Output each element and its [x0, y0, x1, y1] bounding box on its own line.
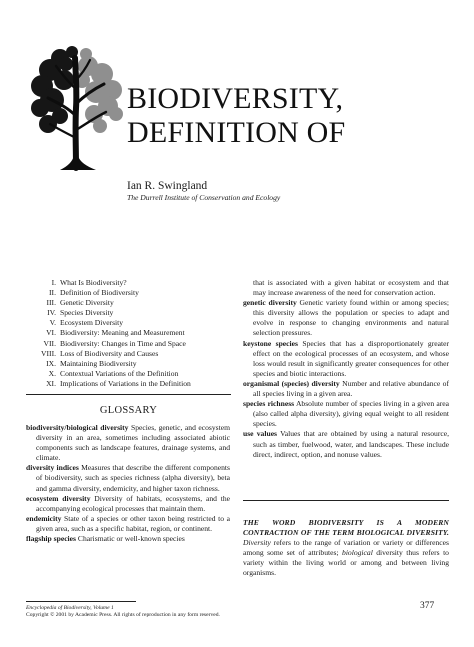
glossary-definition: Species, genetic, and ecosystem diversity in an area, sometimes including associated abiotic components such as landscape features, drainage systems, and climate. [36, 423, 230, 463]
toc-item-text: Implications of Variations in the Definition [60, 378, 191, 388]
intro-term-diversity: Diversity [243, 538, 271, 548]
glossary-right-column [243, 278, 449, 460]
glossary-definition: State of a species or other taxon being restricted to a given area, such as a specific habitat, region, or continent. [36, 513, 230, 533]
toc-item [26, 349, 231, 359]
glossary-definition: Diversity of habitats, ecosystems, and the accompanying ecological processes that maintain them. [36, 493, 230, 513]
glossary-term: keystone species [243, 338, 298, 348]
toc-item-text: Loss of Biodiversity and Causes [60, 348, 159, 358]
glossary-term: flagship species [26, 534, 76, 544]
glossary-definition: Number and relative abundance of all species living in a given area. [253, 378, 449, 399]
title-line-1: BIODIVERSITY, [127, 82, 344, 115]
glossary-definition: Species that has a disproportionately greater effect on the ecological processes of an ecosystem, and whose loss would result in significantly greater consequences for other species and biotic interactions. [253, 338, 449, 378]
glossary-term: diversity indices [26, 463, 79, 473]
glossary-term: endemicity [26, 513, 62, 523]
toc-item-number: I. [51, 278, 56, 287]
glossary-entry [243, 339, 449, 379]
glossary-entry [26, 494, 230, 514]
glossary-entry [26, 514, 230, 534]
toc-item [26, 359, 231, 369]
glossary-term: use values [243, 429, 278, 439]
glossary-term: species richness [243, 399, 295, 409]
toc-divider [26, 394, 231, 395]
toc-item-number: VII. [43, 338, 56, 348]
toc-item-text: Ecosystem Diversity [60, 318, 124, 328]
author-name: Ian R. Swingland [127, 180, 208, 192]
glossary-divider [243, 500, 449, 501]
toc-item-text: Maintaining Biodiversity [60, 358, 137, 368]
toc-item-number: III. [46, 298, 56, 308]
intro-text-2: diversity thus refers to variety within the living world or among and between living organisms. [243, 548, 449, 578]
toc-item-number: XI. [46, 378, 56, 388]
glossary-entry [243, 429, 449, 459]
toc-item [26, 379, 231, 389]
footer-copyright: Copyright © 2001 by Academic Press. All rights of reproduction in any form reserved. [26, 612, 220, 619]
glossary-entry [243, 298, 449, 338]
glossary-heading: GLOSSARY [99, 405, 158, 416]
glossary-continuation: that is associated with a given habitat or ecosystem and that may increase awareness of the need for conservation action. [253, 278, 449, 298]
page-number: 377 [420, 601, 435, 611]
glossary-definition: Measures that describe the different components of biodiversity, such as species richness (alpha diversity), beta and gamma diversity, endemicity, and higher taxon richness. [36, 463, 230, 493]
glossary-entry [26, 423, 230, 463]
toc-item-number: IV. [47, 308, 56, 318]
article-title [127, 82, 345, 150]
toc-item-text: Species Diversity [60, 308, 114, 318]
toc-item-text: Genetic Diversity [60, 298, 114, 308]
glossary-term: biodiversity/biological diversity [26, 423, 129, 432]
glossary-term: ecosystem diversity [26, 493, 91, 503]
intro-caps-lead: THE WORD BIODIVERSITY IS A MODERN CONTRACTION OF THE TERM BIOLOGICAL DIVERSITY. [243, 518, 449, 538]
toc-item-number: II. [49, 288, 56, 298]
table-of-contents [26, 278, 231, 389]
title-line-2: DEFINITION OF [127, 116, 346, 149]
glossary-definition: Values that are obtained by using a natural resource, such as timber, fuelwood, water, and landscapes. These include direct, indirect, option, and nonuse values. [253, 429, 450, 459]
intro-text-1: refers to the range of variation or variety or differences among some set of attributes; [243, 538, 449, 558]
toc-item-text: Contextual Variations of the Definition [60, 368, 179, 378]
author-affiliation: The Durrell Institute of Conservation and Ecology [127, 193, 281, 202]
toc-item-number: V. [49, 318, 56, 328]
glossary-definition: Genetic variety found within or among species; this diversity allows the population or species to adapt and evolve in response to changing environments and natural selection pressures. [253, 298, 449, 338]
toc-item-text: Definition of Biodiversity [60, 288, 139, 298]
toc-item-number: VI. [46, 328, 56, 338]
glossary-term: organismal (species) diversity [243, 378, 340, 388]
intro-paragraph [243, 518, 449, 579]
toc-item [26, 298, 231, 308]
glossary-entry [26, 463, 230, 493]
toc-item-number: IX. [46, 358, 56, 368]
glossary-term: genetic diversity [243, 298, 297, 308]
footer-source: Encyclopedia of Biodiversity, Volume 1 [26, 605, 114, 611]
toc-item [26, 369, 231, 379]
toc-item-text: Biodiversity: Changes in Time and Space [60, 338, 186, 348]
toc-item-number: X. [48, 368, 56, 378]
toc-item-text: What Is Biodiversity? [60, 278, 127, 287]
glossary-left-column [26, 423, 230, 544]
glossary-entry [26, 534, 230, 544]
toc-item [26, 318, 231, 328]
glossary-definition: Absolute number of species living in a given area (also called alpha diversity), giving equal weight to all resident species. [253, 399, 449, 429]
intro-term-biological: biological [342, 548, 373, 558]
glossary-entry [243, 379, 449, 399]
toc-item [26, 278, 231, 288]
toc-item [26, 288, 231, 298]
toc-item [26, 339, 231, 349]
footer [26, 605, 220, 619]
toc-item [26, 328, 231, 338]
glossary-definition: Charismatic or well-known species [76, 534, 185, 544]
footer-divider [26, 601, 136, 602]
tree-illustration [30, 44, 126, 172]
toc-item [26, 308, 231, 318]
glossary-entry [243, 399, 449, 429]
toc-item-number: VIII. [41, 348, 56, 358]
toc-item-text: Biodiversity: Meaning and Measurement [60, 328, 185, 338]
